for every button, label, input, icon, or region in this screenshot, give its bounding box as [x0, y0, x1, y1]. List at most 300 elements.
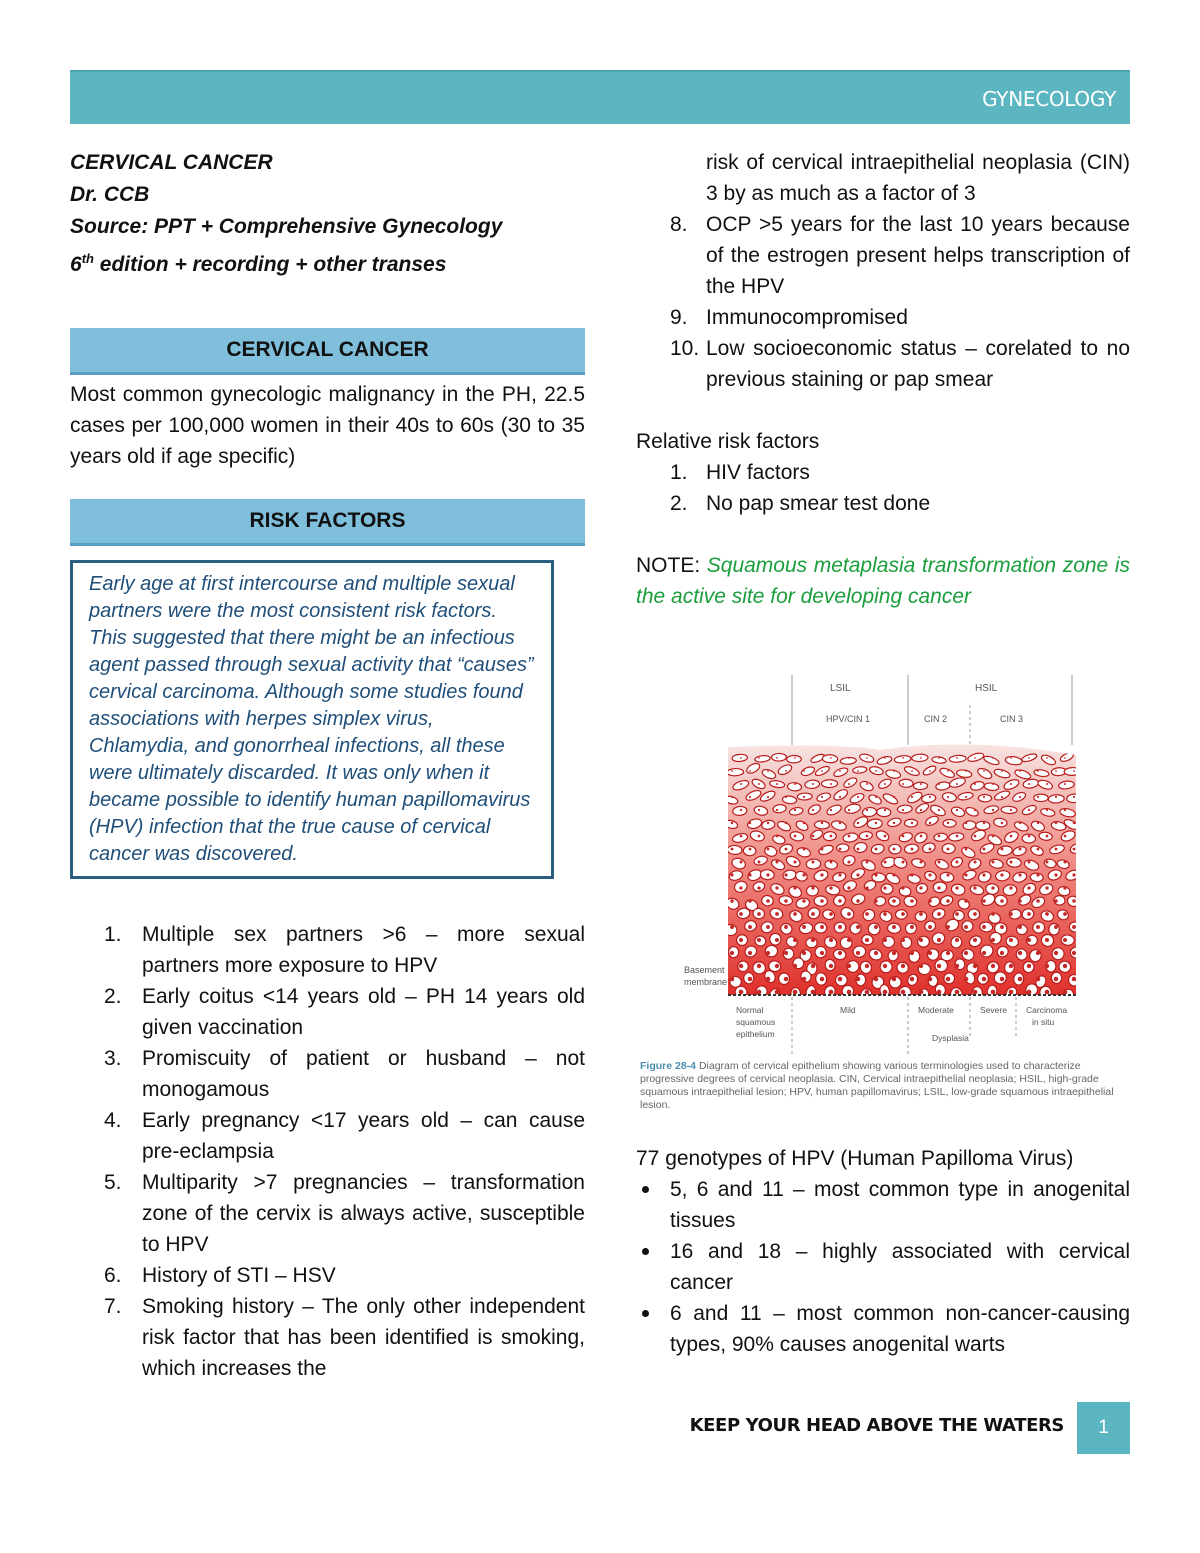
cell-nucleus [784, 977, 789, 982]
cell-nucleus [803, 770, 805, 772]
cell-nucleus [901, 964, 905, 968]
cell-nucleus [1037, 770, 1039, 772]
cell-nucleus [955, 912, 959, 916]
cell-nucleus [1046, 783, 1048, 785]
cell-nucleus [883, 938, 887, 942]
cell-nucleus [919, 990, 924, 995]
cell-nucleus [811, 990, 816, 995]
cell-nucleus [1072, 873, 1075, 876]
cell-nucleus [1036, 925, 1040, 929]
cell-nucleus [811, 938, 815, 942]
list-item: 2. No pap smear test done [670, 492, 931, 515]
cell-nucleus [785, 770, 787, 772]
risk-factors-callout [70, 560, 554, 879]
cell-nucleus [848, 783, 850, 785]
cell-nucleus [775, 886, 778, 889]
cell-nucleus [991, 912, 995, 916]
cell-nucleus [983, 770, 985, 772]
doc-author-line: Dr. CCB [70, 183, 150, 206]
cell-nucleus [1037, 796, 1039, 798]
cell-nucleus [866, 835, 869, 838]
cell-nucleus [992, 809, 994, 811]
cell-nucleus [1010, 757, 1012, 759]
cell-nucleus [884, 835, 887, 838]
cell-nucleus [919, 938, 923, 942]
cell-nucleus [784, 873, 787, 876]
cell-nucleus [865, 938, 869, 942]
cell-nucleus [938, 783, 940, 785]
cell-nucleus [1001, 770, 1003, 772]
note-paragraph [636, 550, 1130, 612]
cell-nucleus [937, 938, 941, 942]
cell-nucleus [829, 964, 833, 968]
risk-factors-list-continued [636, 147, 1130, 395]
cell-nucleus [1001, 848, 1004, 851]
cell-nucleus [1063, 912, 1067, 916]
cell-nucleus [1064, 757, 1066, 759]
cell-nucleus [730, 925, 734, 929]
document-title-block [70, 147, 585, 281]
cell-nucleus [974, 757, 976, 759]
cell-nucleus [749, 770, 751, 772]
cell-nucleus [983, 796, 985, 798]
cell-nucleus [1018, 977, 1023, 982]
cell-nucleus [947, 796, 949, 798]
cell-nucleus [767, 848, 770, 851]
epithelial-cell [978, 794, 991, 802]
cell-nucleus [1064, 783, 1066, 785]
cell-nucleus [739, 964, 743, 968]
cell-nucleus [1009, 860, 1012, 863]
cell-nucleus [785, 848, 788, 851]
cell-nucleus [965, 796, 967, 798]
cell-nucleus [928, 899, 932, 903]
cell-nucleus [766, 951, 770, 955]
cell-nucleus [856, 977, 861, 982]
cell-nucleus [1019, 848, 1022, 851]
cell-nucleus [839, 848, 842, 851]
cell-nucleus [893, 822, 895, 824]
page-number: 1 [1077, 1402, 1130, 1454]
cell-nucleus [839, 796, 841, 798]
epithelial-cell [935, 959, 948, 972]
cell-nucleus [1019, 770, 1021, 772]
cell-nucleus [812, 835, 815, 838]
list-item: 1. HIV factors [670, 461, 810, 484]
cell-nucleus [1009, 938, 1013, 942]
cell-nucleus [866, 809, 868, 811]
cell-nucleus [784, 925, 788, 929]
hpv-bullets [636, 1174, 1130, 1360]
cell-nucleus [937, 912, 941, 916]
cell-nucleus [766, 925, 770, 929]
cell-nucleus [847, 938, 851, 942]
cell-nucleus [866, 757, 868, 759]
cell-nucleus [730, 977, 735, 982]
cell-nucleus [991, 964, 995, 968]
epithelial-cell [727, 768, 744, 776]
cell-nucleus [1009, 912, 1013, 916]
callout-text: Early age at first intercourse and multiple sexual partners were the most consistent risk factors. This suggested that there might be an infectious agent passed through sexual activity that “causes” cervical carcinoma. Although some studies found associations with herpes simplex virus, Chlamydia, and gonorrheal infections, all these were ultimately discarded. It was only when it became possible to identify human papillomavirus (HPV) infection that the true cause of cervical cancer was discovered. [89, 573, 534, 865]
cell-nucleus [1027, 990, 1032, 995]
cell-nucleus [1063, 964, 1067, 968]
cell-nucleus [956, 809, 958, 811]
cell-nucleus [1027, 938, 1031, 942]
cell-nucleus [992, 835, 995, 838]
cell-nucleus [1055, 822, 1057, 824]
epithelial-cell [876, 807, 891, 817]
cell-nucleus [820, 899, 824, 903]
cell-nucleus [776, 783, 778, 785]
list-item: 5, 6 and 11 – most common type in anogenital tissues [636, 1174, 1130, 1236]
cell-nucleus [1045, 912, 1049, 916]
cell-nucleus [892, 951, 896, 955]
cell-nucleus [1018, 873, 1021, 876]
cell-nucleus [982, 977, 987, 982]
cell-nucleus [775, 912, 779, 916]
cell-nucleus [775, 860, 778, 863]
list-item: 8. OCP >5 years for the last 10 years because of the estrogen present helps transcription of the HPV [670, 213, 1130, 298]
cell-nucleus [821, 848, 824, 851]
cell-nucleus [767, 796, 769, 798]
cell-nucleus [785, 796, 787, 798]
cell-nucleus [1045, 938, 1049, 942]
cell-nucleus [1064, 809, 1066, 811]
cell-nucleus [857, 848, 860, 851]
cell-nucleus [839, 822, 841, 824]
cell-nucleus [739, 938, 743, 942]
cell-nucleus [893, 770, 895, 772]
label-moderate: Moderate [918, 1005, 954, 1015]
cell-nucleus [1028, 835, 1031, 838]
cell-nucleus [857, 822, 859, 824]
list-item: 7. Smoking history – The only other independent risk factor that has been identified is smoking, which increases the [104, 1295, 585, 1380]
cell-nucleus [1009, 964, 1013, 968]
cell-nucleus [901, 912, 905, 916]
cell-nucleus [766, 873, 769, 876]
cell-nucleus [758, 835, 761, 838]
epithelial-cell [1048, 794, 1064, 803]
cell-nucleus [911, 770, 913, 772]
list-item: 6 and 11 – most common non-cancer-causing types, 90% causes anogenital warts [636, 1298, 1130, 1360]
cell-nucleus [1045, 964, 1049, 968]
cell-nucleus [731, 796, 733, 798]
cell-nucleus [1010, 809, 1012, 811]
cell-nucleus [910, 873, 913, 876]
cell-nucleus [1073, 770, 1075, 772]
cell-nucleus [740, 835, 743, 838]
epithelial-cell [727, 845, 742, 855]
cell-nucleus [901, 990, 906, 995]
cell-nucleus [1045, 990, 1050, 995]
cell-nucleus [775, 990, 780, 995]
cell-nucleus [1072, 899, 1076, 903]
epithelial-cell [743, 846, 756, 856]
cell-nucleus [937, 886, 940, 889]
cell-nucleus [893, 848, 896, 851]
cell-nucleus [757, 886, 760, 889]
epithelial-cell [897, 805, 912, 814]
cell-nucleus [730, 873, 733, 876]
cell-nucleus [937, 990, 942, 995]
cell-nucleus [1045, 860, 1048, 863]
cell-nucleus [874, 899, 878, 903]
cell-nucleus [929, 848, 932, 851]
cell-nucleus [749, 848, 752, 851]
cell-nucleus [1072, 925, 1076, 929]
cell-nucleus [758, 783, 760, 785]
cell-nucleus [812, 809, 814, 811]
cell-nucleus [946, 951, 950, 955]
cell-nucleus [902, 783, 904, 785]
hpv-heading: 77 genotypes of HPV (Human Papilloma Virus) [636, 1147, 1074, 1170]
label-normal: Normal [736, 1005, 764, 1015]
list-item-continuation: risk of cervical intraepithelial neoplasia (CIN) 3 by as much as a factor of 3 [706, 151, 1130, 205]
note-label: NOTE: [636, 554, 701, 577]
cell-nucleus [857, 770, 859, 772]
cell-nucleus [749, 796, 751, 798]
cell-nucleus [1018, 925, 1022, 929]
epithelial-cell [1049, 923, 1060, 935]
cell-nucleus [937, 964, 941, 968]
cell-nucleus [920, 757, 922, 759]
cell-nucleus [965, 770, 967, 772]
cell-nucleus [919, 860, 922, 863]
cell-nucleus [838, 873, 841, 876]
cell-nucleus [955, 964, 959, 968]
list-item: 2. Early coitus <14 years old – PH 14 years old given vaccination [104, 985, 585, 1039]
cell-nucleus [974, 783, 976, 785]
cell-nucleus [1063, 990, 1068, 995]
cell-nucleus [892, 873, 895, 876]
cell-nucleus [892, 977, 897, 982]
cell-nucleus [748, 873, 751, 876]
cell-nucleus [730, 899, 734, 903]
cell-nucleus [838, 925, 842, 929]
cell-nucleus [793, 860, 796, 863]
list-item: 3. Promiscuity of patient or husband – not monogamous [104, 1047, 585, 1101]
list-item: 6. History of STI – HSV [104, 1264, 336, 1287]
cell-nucleus [892, 925, 896, 929]
cell-nucleus [793, 912, 797, 916]
doc-title-line: CERVICAL CANCER [70, 151, 273, 174]
cell-nucleus [875, 822, 877, 824]
cell-nucleus [757, 938, 761, 942]
figure-caption: Figure 28-4 Diagram of cervical epithelium showing various terminologies used to characterize progressive degrees of cervical neoplasia. CIN, Cervical intraepithelial neoplasia; HSIL, high-grade squamous intraepithelial lesion; HPV, human papillomavirus; LSIL, low-grade squamous intraepithelial lesion. [640, 1060, 1114, 1111]
cell-nucleus [992, 783, 994, 785]
cell-nucleus [757, 860, 760, 863]
cell-nucleus [902, 835, 905, 838]
cell-nucleus [811, 886, 814, 889]
cell-nucleus [929, 796, 931, 798]
cell-nucleus [1036, 951, 1040, 955]
cell-nucleus [811, 912, 815, 916]
cell-nucleus [1000, 977, 1005, 982]
cell-nucleus [865, 912, 869, 916]
cell-nucleus [739, 990, 744, 995]
cell-nucleus [973, 938, 977, 942]
cell-nucleus [1054, 977, 1059, 982]
cell-nucleus [938, 757, 940, 759]
cell-nucleus [929, 770, 931, 772]
cell-nucleus [928, 873, 931, 876]
cell-nucleus [883, 886, 886, 889]
cell-nucleus [883, 912, 887, 916]
cell-nucleus [794, 757, 796, 759]
epithelial-cell [882, 936, 895, 948]
cell-nucleus [1000, 873, 1003, 876]
cell-nucleus [731, 822, 733, 824]
cell-nucleus [802, 951, 806, 955]
cell-nucleus [812, 757, 814, 759]
cell-nucleus [848, 809, 850, 811]
cell-nucleus [946, 925, 950, 929]
cell-nucleus [757, 912, 761, 916]
cell-nucleus [982, 951, 986, 955]
cell-nucleus [947, 770, 949, 772]
cell-nucleus [749, 822, 751, 824]
cell-nucleus [803, 796, 805, 798]
cell-nucleus [748, 899, 752, 903]
epithelial-cell [1001, 806, 1017, 814]
cell-nucleus [982, 925, 986, 929]
cell-nucleus [911, 796, 913, 798]
list-item: 4. Early pregnancy <17 years old – can cause pre-eclampsia [104, 1109, 585, 1163]
cell-nucleus [1027, 860, 1030, 863]
cell-nucleus [848, 835, 851, 838]
epithelial-cell [1064, 767, 1081, 775]
cell-nucleus [1072, 977, 1077, 982]
cell-nucleus [776, 809, 778, 811]
cell-nucleus [775, 964, 779, 968]
doc-source-line: Source: PPT + Comprehensive Gynecology [70, 215, 503, 238]
cell-nucleus [884, 757, 886, 759]
cell-nucleus [1055, 770, 1057, 772]
cell-nucleus [866, 783, 868, 785]
cell-nucleus [830, 757, 832, 759]
cell-nucleus [974, 809, 976, 811]
cell-nucleus [875, 770, 877, 772]
label-carcinoma: Carcinoma [1026, 1005, 1068, 1015]
cell-nucleus [874, 873, 877, 876]
cell-nucleus [883, 964, 887, 968]
epithelial-cell [1016, 924, 1028, 935]
cell-nucleus [829, 886, 832, 889]
cell-nucleus [1000, 951, 1004, 955]
relative-risk-heading: Relative risk factors [636, 430, 820, 453]
cell-nucleus [776, 835, 779, 838]
cell-nucleus [1018, 899, 1022, 903]
cell-nucleus [1072, 951, 1076, 955]
cell-nucleus [802, 925, 806, 929]
cell-nucleus [946, 899, 950, 903]
right-column [636, 147, 1130, 612]
cell-nucleus [1054, 899, 1058, 903]
cell-nucleus [731, 848, 734, 851]
cell-nucleus [920, 809, 922, 811]
cell-nucleus [1054, 873, 1057, 876]
cell-nucleus [955, 860, 958, 863]
cell-nucleus [893, 796, 895, 798]
list-item: 9. Immunocompromised [670, 306, 908, 329]
label-cin3: CIN 3 [1000, 714, 1024, 724]
epithelial-cell [771, 753, 786, 761]
cell-nucleus [919, 886, 922, 889]
cell-nucleus [1009, 886, 1012, 889]
cell-nucleus [794, 809, 796, 811]
cell-nucleus [973, 964, 977, 968]
cell-nucleus [883, 990, 888, 995]
cell-nucleus [973, 912, 977, 916]
cell-nucleus [938, 809, 940, 811]
cell-nucleus [865, 990, 870, 995]
cell-nucleus [964, 925, 968, 929]
cell-nucleus [1046, 809, 1048, 811]
cell-nucleus [1055, 848, 1058, 851]
cell-nucleus [1027, 964, 1031, 968]
cell-nucleus [956, 835, 959, 838]
cell-nucleus [938, 835, 941, 838]
cell-nucleus [793, 964, 797, 968]
cell-nucleus [730, 951, 734, 955]
cell-nucleus [784, 951, 788, 955]
cell-nucleus [937, 860, 940, 863]
cell-nucleus [740, 783, 742, 785]
cell-nucleus [739, 860, 742, 863]
cell-nucleus [1037, 822, 1039, 824]
cell-nucleus [856, 925, 860, 929]
note-text: Squamous metaplasia transformation zone is the active site for developing cancer [636, 554, 1130, 608]
cell-nucleus [785, 822, 787, 824]
cell-nucleus [1036, 977, 1041, 982]
cell-nucleus [776, 757, 778, 759]
list-item: 16 and 18 – highly associated with cervical cancer [636, 1236, 1130, 1298]
cell-nucleus [1073, 848, 1076, 851]
cell-nucleus [757, 990, 762, 995]
cell-nucleus [910, 899, 914, 903]
cell-nucleus [1010, 783, 1012, 785]
cell-nucleus [748, 977, 753, 982]
cell-nucleus [793, 886, 796, 889]
cell-nucleus [947, 848, 950, 851]
label-lsil: LSIL [830, 683, 851, 694]
epithelial-cell [867, 819, 883, 829]
doc-edition-line: 6th edition + recording + other transes [70, 251, 447, 276]
cell-nucleus [929, 822, 931, 824]
cell-nucleus [983, 822, 985, 824]
footer-motto: KEEP YOUR HEAD ABOVE THE WATERS [689, 1415, 1064, 1436]
cell-nucleus [820, 951, 824, 955]
cell-nucleus [892, 899, 896, 903]
cell-nucleus [973, 990, 978, 995]
cell-nucleus [865, 886, 868, 889]
cell-nucleus [766, 899, 770, 903]
cell-nucleus [820, 925, 824, 929]
cell-nucleus [830, 835, 833, 838]
cell-nucleus [884, 783, 886, 785]
cell-nucleus [739, 886, 742, 889]
cell-nucleus [821, 796, 823, 798]
cell-nucleus [1073, 796, 1075, 798]
cell-nucleus [748, 925, 752, 929]
section-heading-cervical-cancer: CERVICAL CANCER [70, 328, 585, 375]
cell-nucleus [1046, 835, 1049, 838]
cell-nucleus [802, 873, 805, 876]
cell-nucleus [784, 899, 788, 903]
cell-nucleus [973, 886, 976, 889]
cervical-cancer-description: Most common gynecologic malignancy in the PH, 22.5 cases per 100,000 women in their 40s to 60s (30 to 35 years old if age specific) [70, 383, 585, 468]
epithelial-cell [899, 779, 913, 788]
